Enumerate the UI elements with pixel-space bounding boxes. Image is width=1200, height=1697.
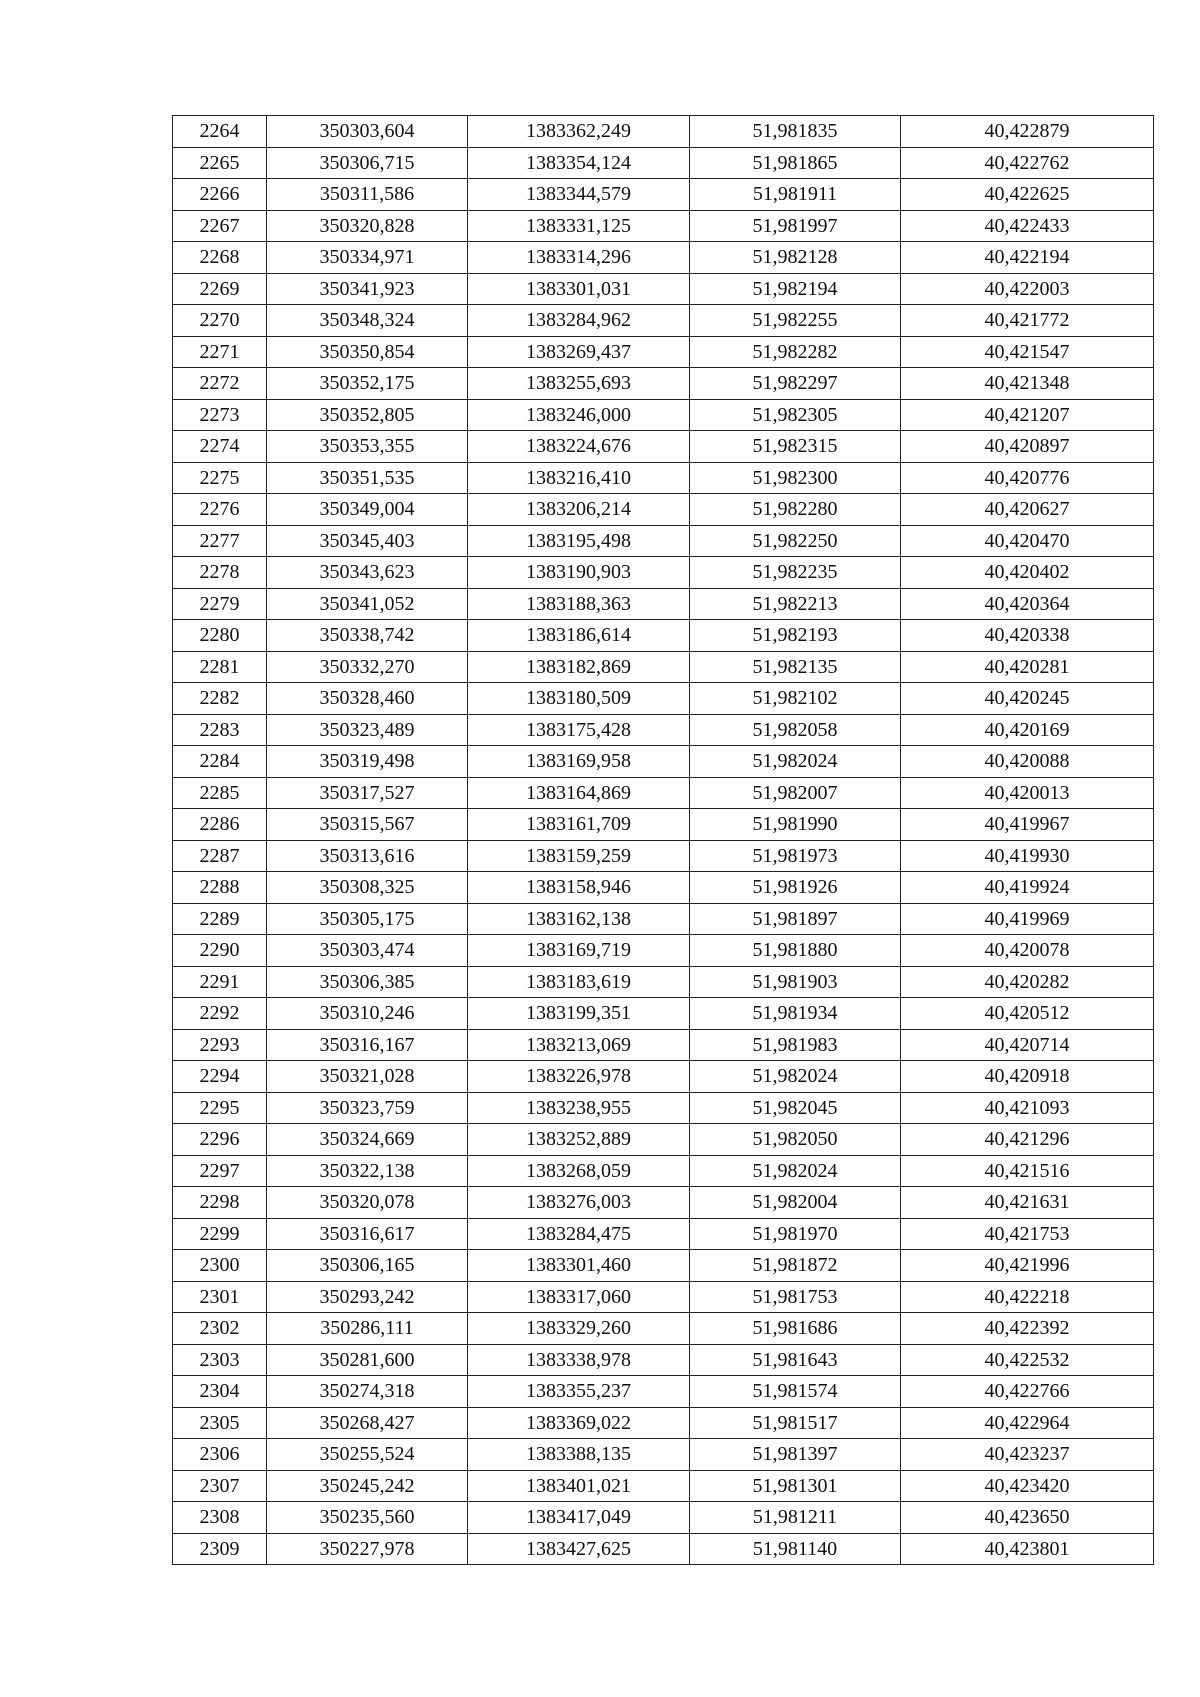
y-coordinate-cell: 1383169,719	[468, 935, 690, 967]
x-coordinate-cell: 350268,427	[267, 1407, 468, 1439]
latitude-cell: 51,981903	[690, 966, 901, 998]
x-coordinate-cell: 350320,078	[267, 1187, 468, 1219]
x-coordinate-cell: 350255,524	[267, 1439, 468, 1471]
x-coordinate-cell: 350353,355	[267, 431, 468, 463]
point-number-cell: 2276	[173, 494, 267, 526]
x-coordinate-cell: 350341,923	[267, 273, 468, 305]
latitude-cell: 51,982255	[690, 305, 901, 337]
y-coordinate-cell: 1383188,363	[468, 588, 690, 620]
y-coordinate-cell: 1383301,460	[468, 1250, 690, 1282]
longitude-cell: 40,422625	[901, 179, 1154, 211]
table-row	[173, 588, 1154, 620]
x-coordinate-cell: 350352,805	[267, 399, 468, 431]
y-coordinate-cell: 1383213,069	[468, 1029, 690, 1061]
y-coordinate-cell: 1383355,237	[468, 1376, 690, 1408]
coordinates-table-body	[173, 116, 1154, 1565]
x-coordinate-cell: 350303,604	[267, 116, 468, 148]
table-row	[173, 1439, 1154, 1471]
x-coordinate-cell: 350348,324	[267, 305, 468, 337]
x-coordinate-cell: 350308,325	[267, 872, 468, 904]
table-row	[173, 1407, 1154, 1439]
point-number-cell: 2297	[173, 1155, 267, 1187]
y-coordinate-cell: 1383338,978	[468, 1344, 690, 1376]
x-coordinate-cell: 350343,623	[267, 557, 468, 589]
y-coordinate-cell: 1383216,410	[468, 462, 690, 494]
table-row	[173, 1281, 1154, 1313]
point-number-cell: 2286	[173, 809, 267, 841]
x-coordinate-cell: 350317,527	[267, 777, 468, 809]
x-coordinate-cell: 350322,138	[267, 1155, 468, 1187]
table-row	[173, 1218, 1154, 1250]
x-coordinate-cell: 350311,586	[267, 179, 468, 211]
point-number-cell: 2305	[173, 1407, 267, 1439]
table-row	[173, 210, 1154, 242]
point-number-cell: 2298	[173, 1187, 267, 1219]
y-coordinate-cell: 1383276,003	[468, 1187, 690, 1219]
table-row	[173, 809, 1154, 841]
y-coordinate-cell: 1383401,021	[468, 1470, 690, 1502]
point-number-cell: 2269	[173, 273, 267, 305]
longitude-cell: 40,423801	[901, 1533, 1154, 1565]
table-row	[173, 1029, 1154, 1061]
longitude-cell: 40,420088	[901, 746, 1154, 778]
table-row	[173, 116, 1154, 148]
longitude-cell: 40,422003	[901, 273, 1154, 305]
x-coordinate-cell: 350306,385	[267, 966, 468, 998]
latitude-cell: 51,982213	[690, 588, 901, 620]
x-coordinate-cell: 350351,535	[267, 462, 468, 494]
y-coordinate-cell: 1383195,498	[468, 525, 690, 557]
y-coordinate-cell: 1383164,869	[468, 777, 690, 809]
y-coordinate-cell: 1383159,259	[468, 840, 690, 872]
y-coordinate-cell: 1383252,889	[468, 1124, 690, 1156]
table-row	[173, 651, 1154, 683]
longitude-cell: 40,420627	[901, 494, 1154, 526]
point-number-cell: 2268	[173, 242, 267, 274]
y-coordinate-cell: 1383224,676	[468, 431, 690, 463]
x-coordinate-cell: 350320,828	[267, 210, 468, 242]
longitude-cell: 40,422532	[901, 1344, 1154, 1376]
latitude-cell: 51,982315	[690, 431, 901, 463]
table-row	[173, 840, 1154, 872]
point-number-cell: 2301	[173, 1281, 267, 1313]
longitude-cell: 40,422879	[901, 116, 1154, 148]
x-coordinate-cell: 350352,175	[267, 368, 468, 400]
table-row	[173, 1155, 1154, 1187]
point-number-cell: 2283	[173, 714, 267, 746]
longitude-cell: 40,421547	[901, 336, 1154, 368]
table-row	[173, 872, 1154, 904]
longitude-cell: 40,420013	[901, 777, 1154, 809]
y-coordinate-cell: 1383329,260	[468, 1313, 690, 1345]
x-coordinate-cell: 350349,004	[267, 494, 468, 526]
table-row	[173, 714, 1154, 746]
y-coordinate-cell: 1383301,031	[468, 273, 690, 305]
point-number-cell: 2291	[173, 966, 267, 998]
x-coordinate-cell: 350286,111	[267, 1313, 468, 1345]
latitude-cell: 51,982280	[690, 494, 901, 526]
y-coordinate-cell: 1383388,135	[468, 1439, 690, 1471]
point-number-cell: 2300	[173, 1250, 267, 1282]
x-coordinate-cell: 350334,971	[267, 242, 468, 274]
y-coordinate-cell: 1383180,509	[468, 683, 690, 715]
y-coordinate-cell: 1383238,955	[468, 1092, 690, 1124]
longitude-cell: 40,422762	[901, 147, 1154, 179]
point-number-cell: 2271	[173, 336, 267, 368]
longitude-cell: 40,420714	[901, 1029, 1154, 1061]
table-row	[173, 777, 1154, 809]
longitude-cell: 40,420078	[901, 935, 1154, 967]
table-row	[173, 966, 1154, 998]
table-row	[173, 998, 1154, 1030]
point-number-cell: 2266	[173, 179, 267, 211]
y-coordinate-cell: 1383206,214	[468, 494, 690, 526]
table-row	[173, 1061, 1154, 1093]
x-coordinate-cell: 350245,242	[267, 1470, 468, 1502]
latitude-cell: 51,981897	[690, 903, 901, 935]
y-coordinate-cell: 1383255,693	[468, 368, 690, 400]
longitude-cell: 40,420282	[901, 966, 1154, 998]
longitude-cell: 40,419969	[901, 903, 1154, 935]
y-coordinate-cell: 1383158,946	[468, 872, 690, 904]
x-coordinate-cell: 350303,474	[267, 935, 468, 967]
y-coordinate-cell: 1383427,625	[468, 1533, 690, 1565]
latitude-cell: 51,981934	[690, 998, 901, 1030]
table-row	[173, 179, 1154, 211]
point-number-cell: 2299	[173, 1218, 267, 1250]
latitude-cell: 51,981997	[690, 210, 901, 242]
longitude-cell: 40,421093	[901, 1092, 1154, 1124]
table-row	[173, 1470, 1154, 1502]
table-row	[173, 1250, 1154, 1282]
y-coordinate-cell: 1383186,614	[468, 620, 690, 652]
point-number-cell: 2267	[173, 210, 267, 242]
latitude-cell: 51,982305	[690, 399, 901, 431]
table-row	[173, 620, 1154, 652]
point-number-cell: 2295	[173, 1092, 267, 1124]
latitude-cell: 51,981574	[690, 1376, 901, 1408]
point-number-cell: 2293	[173, 1029, 267, 1061]
point-number-cell: 2294	[173, 1061, 267, 1093]
point-number-cell: 2307	[173, 1470, 267, 1502]
longitude-cell: 40,420281	[901, 651, 1154, 683]
point-number-cell: 2284	[173, 746, 267, 778]
y-coordinate-cell: 1383284,475	[468, 1218, 690, 1250]
table-row	[173, 494, 1154, 526]
latitude-cell: 51,982058	[690, 714, 901, 746]
longitude-cell: 40,420897	[901, 431, 1154, 463]
latitude-cell: 51,982050	[690, 1124, 901, 1156]
x-coordinate-cell: 350315,567	[267, 809, 468, 841]
x-coordinate-cell: 350274,318	[267, 1376, 468, 1408]
y-coordinate-cell: 1383199,351	[468, 998, 690, 1030]
latitude-cell: 51,981835	[690, 116, 901, 148]
x-coordinate-cell: 350306,165	[267, 1250, 468, 1282]
x-coordinate-cell: 350324,669	[267, 1124, 468, 1156]
longitude-cell: 40,423237	[901, 1439, 1154, 1471]
point-number-cell: 2304	[173, 1376, 267, 1408]
coordinates-table	[172, 115, 1154, 1565]
x-coordinate-cell: 350328,460	[267, 683, 468, 715]
y-coordinate-cell: 1383226,978	[468, 1061, 690, 1093]
longitude-cell: 40,419930	[901, 840, 1154, 872]
table-row	[173, 525, 1154, 557]
longitude-cell: 40,421996	[901, 1250, 1154, 1282]
latitude-cell: 51,981926	[690, 872, 901, 904]
longitude-cell: 40,422766	[901, 1376, 1154, 1408]
x-coordinate-cell: 350305,175	[267, 903, 468, 935]
y-coordinate-cell: 1383246,000	[468, 399, 690, 431]
x-coordinate-cell: 350323,759	[267, 1092, 468, 1124]
point-number-cell: 2275	[173, 462, 267, 494]
x-coordinate-cell: 350310,246	[267, 998, 468, 1030]
y-coordinate-cell: 1383175,428	[468, 714, 690, 746]
x-coordinate-cell: 350227,978	[267, 1533, 468, 1565]
latitude-cell: 51,982300	[690, 462, 901, 494]
point-number-cell: 2290	[173, 935, 267, 967]
table-row	[173, 1092, 1154, 1124]
latitude-cell: 51,982193	[690, 620, 901, 652]
x-coordinate-cell: 350235,560	[267, 1502, 468, 1534]
latitude-cell: 51,981973	[690, 840, 901, 872]
point-number-cell: 2274	[173, 431, 267, 463]
point-number-cell: 2273	[173, 399, 267, 431]
longitude-cell: 40,421348	[901, 368, 1154, 400]
table-row	[173, 903, 1154, 935]
x-coordinate-cell: 350306,715	[267, 147, 468, 179]
point-number-cell: 2288	[173, 872, 267, 904]
latitude-cell: 51,982024	[690, 1061, 901, 1093]
table-row	[173, 368, 1154, 400]
table-row	[173, 746, 1154, 778]
latitude-cell: 51,981983	[690, 1029, 901, 1061]
latitude-cell: 51,982135	[690, 651, 901, 683]
point-number-cell: 2272	[173, 368, 267, 400]
x-coordinate-cell: 350293,242	[267, 1281, 468, 1313]
y-coordinate-cell: 1383268,059	[468, 1155, 690, 1187]
latitude-cell: 51,981970	[690, 1218, 901, 1250]
latitude-cell: 51,982024	[690, 746, 901, 778]
table-row	[173, 462, 1154, 494]
latitude-cell: 51,982102	[690, 683, 901, 715]
x-coordinate-cell: 350316,167	[267, 1029, 468, 1061]
table-row	[173, 1344, 1154, 1376]
x-coordinate-cell: 350338,742	[267, 620, 468, 652]
longitude-cell: 40,422433	[901, 210, 1154, 242]
point-number-cell: 2306	[173, 1439, 267, 1471]
latitude-cell: 51,982250	[690, 525, 901, 557]
latitude-cell: 51,982282	[690, 336, 901, 368]
longitude-cell: 40,420512	[901, 998, 1154, 1030]
latitude-cell: 51,981990	[690, 809, 901, 841]
x-coordinate-cell: 350332,270	[267, 651, 468, 683]
longitude-cell: 40,421207	[901, 399, 1154, 431]
longitude-cell: 40,420245	[901, 683, 1154, 715]
table-row	[173, 273, 1154, 305]
latitude-cell: 51,981397	[690, 1439, 901, 1471]
latitude-cell: 51,981517	[690, 1407, 901, 1439]
longitude-cell: 40,421631	[901, 1187, 1154, 1219]
point-number-cell: 2264	[173, 116, 267, 148]
latitude-cell: 51,982045	[690, 1092, 901, 1124]
x-coordinate-cell: 350316,617	[267, 1218, 468, 1250]
table-row	[173, 1124, 1154, 1156]
longitude-cell: 40,420776	[901, 462, 1154, 494]
point-number-cell: 2282	[173, 683, 267, 715]
table-row	[173, 1187, 1154, 1219]
longitude-cell: 40,421772	[901, 305, 1154, 337]
x-coordinate-cell: 350281,600	[267, 1344, 468, 1376]
latitude-cell: 51,981211	[690, 1502, 901, 1534]
y-coordinate-cell: 1383317,060	[468, 1281, 690, 1313]
x-coordinate-cell: 350345,403	[267, 525, 468, 557]
table-row	[173, 242, 1154, 274]
longitude-cell: 40,422964	[901, 1407, 1154, 1439]
point-number-cell: 2309	[173, 1533, 267, 1565]
y-coordinate-cell: 1383169,958	[468, 746, 690, 778]
y-coordinate-cell: 1383284,962	[468, 305, 690, 337]
table-row	[173, 336, 1154, 368]
point-number-cell: 2278	[173, 557, 267, 589]
longitude-cell: 40,423420	[901, 1470, 1154, 1502]
point-number-cell: 2277	[173, 525, 267, 557]
y-coordinate-cell: 1383162,138	[468, 903, 690, 935]
table-row	[173, 1533, 1154, 1565]
point-number-cell: 2289	[173, 903, 267, 935]
latitude-cell: 51,981301	[690, 1470, 901, 1502]
x-coordinate-cell: 350319,498	[267, 746, 468, 778]
point-number-cell: 2281	[173, 651, 267, 683]
latitude-cell: 51,981872	[690, 1250, 901, 1282]
longitude-cell: 40,419967	[901, 809, 1154, 841]
y-coordinate-cell: 1383369,022	[468, 1407, 690, 1439]
longitude-cell: 40,420918	[901, 1061, 1154, 1093]
y-coordinate-cell: 1383190,903	[468, 557, 690, 589]
point-number-cell: 2270	[173, 305, 267, 337]
longitude-cell: 40,420338	[901, 620, 1154, 652]
latitude-cell: 51,982194	[690, 273, 901, 305]
y-coordinate-cell: 1383314,296	[468, 242, 690, 274]
table-row	[173, 1502, 1154, 1534]
point-number-cell: 2292	[173, 998, 267, 1030]
latitude-cell: 51,982235	[690, 557, 901, 589]
table-row	[173, 557, 1154, 589]
point-number-cell: 2308	[173, 1502, 267, 1534]
y-coordinate-cell: 1383183,619	[468, 966, 690, 998]
y-coordinate-cell: 1383161,709	[468, 809, 690, 841]
point-number-cell: 2296	[173, 1124, 267, 1156]
latitude-cell: 51,982007	[690, 777, 901, 809]
longitude-cell: 40,420169	[901, 714, 1154, 746]
longitude-cell: 40,421753	[901, 1218, 1154, 1250]
point-number-cell: 2265	[173, 147, 267, 179]
point-number-cell: 2280	[173, 620, 267, 652]
longitude-cell: 40,423650	[901, 1502, 1154, 1534]
y-coordinate-cell: 1383417,049	[468, 1502, 690, 1534]
table-row	[173, 147, 1154, 179]
table-row	[173, 399, 1154, 431]
table-row	[173, 935, 1154, 967]
latitude-cell: 51,982297	[690, 368, 901, 400]
x-coordinate-cell: 350350,854	[267, 336, 468, 368]
table-row	[173, 683, 1154, 715]
longitude-cell: 40,420402	[901, 557, 1154, 589]
latitude-cell: 51,982004	[690, 1187, 901, 1219]
table-row	[173, 1313, 1154, 1345]
point-number-cell: 2287	[173, 840, 267, 872]
latitude-cell: 51,982024	[690, 1155, 901, 1187]
point-number-cell: 2279	[173, 588, 267, 620]
latitude-cell: 51,981753	[690, 1281, 901, 1313]
latitude-cell: 51,981911	[690, 179, 901, 211]
x-coordinate-cell: 350341,052	[267, 588, 468, 620]
longitude-cell: 40,422218	[901, 1281, 1154, 1313]
longitude-cell: 40,419924	[901, 872, 1154, 904]
latitude-cell: 51,981880	[690, 935, 901, 967]
y-coordinate-cell: 1383182,869	[468, 651, 690, 683]
longitude-cell: 40,422392	[901, 1313, 1154, 1345]
longitude-cell: 40,420470	[901, 525, 1154, 557]
x-coordinate-cell: 350321,028	[267, 1061, 468, 1093]
y-coordinate-cell: 1383269,437	[468, 336, 690, 368]
latitude-cell: 51,982128	[690, 242, 901, 274]
y-coordinate-cell: 1383354,124	[468, 147, 690, 179]
x-coordinate-cell: 350323,489	[267, 714, 468, 746]
latitude-cell: 51,981865	[690, 147, 901, 179]
longitude-cell: 40,421516	[901, 1155, 1154, 1187]
y-coordinate-cell: 1383331,125	[468, 210, 690, 242]
latitude-cell: 51,981140	[690, 1533, 901, 1565]
longitude-cell: 40,421296	[901, 1124, 1154, 1156]
point-number-cell: 2285	[173, 777, 267, 809]
table-row	[173, 1376, 1154, 1408]
y-coordinate-cell: 1383344,579	[468, 179, 690, 211]
y-coordinate-cell: 1383362,249	[468, 116, 690, 148]
table-row	[173, 305, 1154, 337]
x-coordinate-cell: 350313,616	[267, 840, 468, 872]
longitude-cell: 40,420364	[901, 588, 1154, 620]
point-number-cell: 2302	[173, 1313, 267, 1345]
point-number-cell: 2303	[173, 1344, 267, 1376]
latitude-cell: 51,981643	[690, 1344, 901, 1376]
longitude-cell: 40,422194	[901, 242, 1154, 274]
table-row	[173, 431, 1154, 463]
latitude-cell: 51,981686	[690, 1313, 901, 1345]
